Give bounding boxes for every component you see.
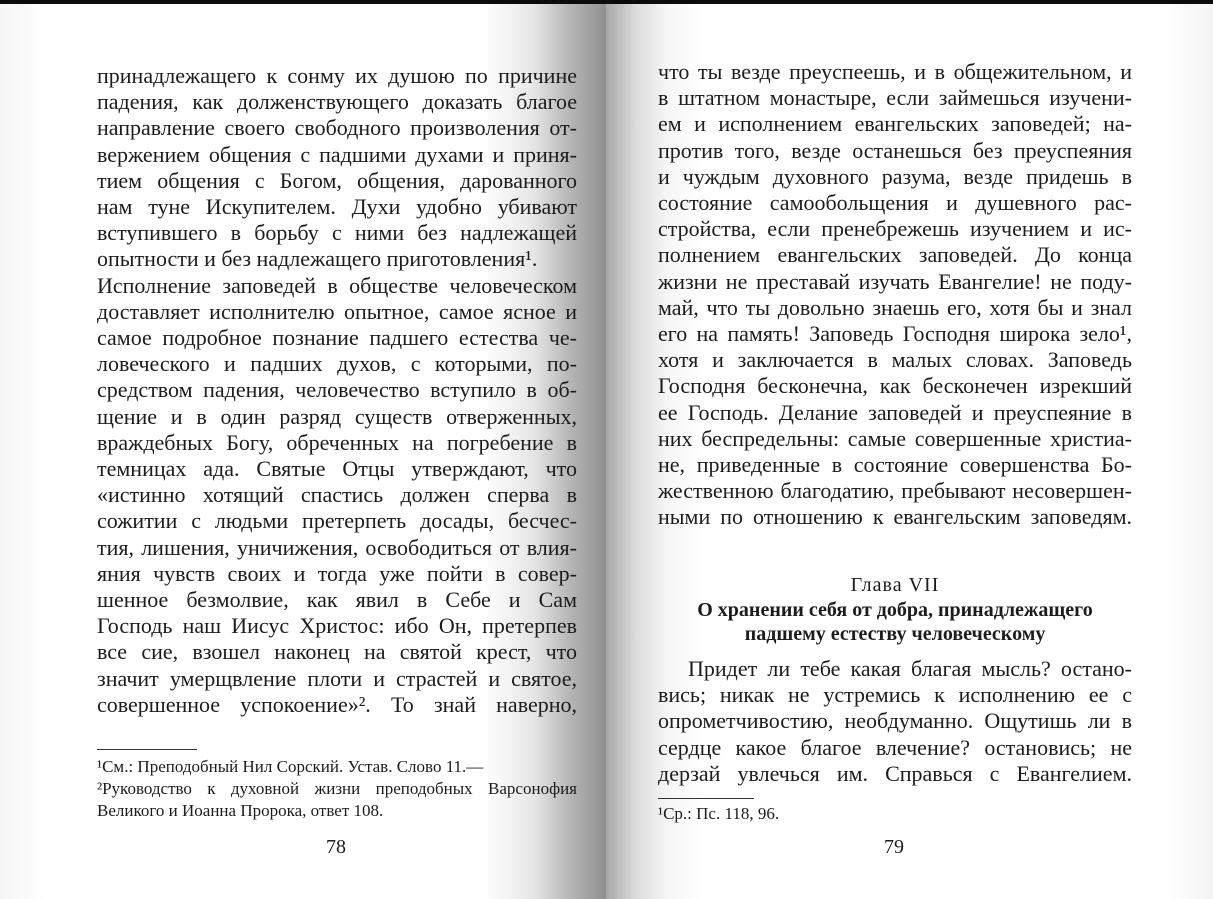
left-body-text: [97, 63, 577, 718]
text-line: нам туне Искупителем. Духи удобно убивают: [97, 194, 577, 220]
text-line: них беспредельны: самые совершенные христиа-: [658, 425, 1132, 451]
text-line: дерзай увлечься им. Справься с Евангелием.: [658, 760, 1132, 786]
text-line: темницах ада. Святые Отцы утверждают, что: [97, 456, 577, 482]
text-line: враждебных Богу, обреченных на погребение в: [97, 429, 577, 455]
text-line: сожитии с людьми претерпеть досады, бесчес-: [97, 508, 577, 534]
footnote-line: Великого и Иоанна Пророка, ответ 108.: [97, 801, 384, 820]
footnote-line: ¹Ср.: Пс. 118, 96.: [658, 804, 780, 823]
text-line: совершенное успокоение»². То знай наверно,: [97, 691, 577, 717]
right-body-text: [658, 59, 1132, 531]
text-line: вступившего в борьбу с ними без надлежащей: [97, 220, 577, 246]
text-line: жественною благодатию, пребывают несовершен-: [658, 478, 1132, 504]
text-line: Исполнение заповедей в обществе человеческом: [97, 272, 577, 298]
text-line: все сие, взошел наконец на святой крест, что: [97, 639, 577, 665]
text-line: его на память! Заповедь Господня широка зело¹,: [658, 321, 1132, 347]
text-line: падения, как долженствующего доказать благое: [97, 89, 577, 115]
text-line: тия, лишения, уничижения, освободиться от влия-: [97, 534, 577, 560]
text-line: полнением евангельских заповедей. До конца: [658, 242, 1132, 268]
chapter-title: [658, 598, 1132, 646]
footnote-rule: [97, 749, 197, 750]
footnote-line: ¹См.: Преподобный Нил Сорский. Устав. Слово 11.—: [97, 757, 484, 776]
left-page: [0, 4, 606, 899]
text-line: тием общения с Богом, общения, дарованного: [97, 167, 577, 193]
text-line: ее Господь. Делание заповедей и преуспеяние в: [658, 399, 1132, 425]
right-footnote: [658, 803, 1132, 825]
page-number: 78: [326, 836, 346, 858]
text-line: щение и в один разряд существ отверженных,: [97, 403, 577, 429]
text-line: значит умерщвление плоти и страстей и святое,: [97, 665, 577, 691]
text-line: яния чувств своих и тогда уже пойти в совер-: [97, 560, 577, 586]
text-line: ловеческого и падших духов, с которыми, по-: [97, 351, 577, 377]
text-line: вись; никак не устремись к исполнению ее с: [658, 682, 1132, 708]
text-line: стройства, если пренебрежешь изучением и ис-: [658, 216, 1132, 242]
text-line: жизни не преставай изучать Евангелие! не поду-: [658, 268, 1132, 294]
right-body-text-2: [658, 656, 1132, 787]
text-line: принадлежащего к сонму их душою по причине: [97, 63, 577, 88]
footnote-line: ²Руководство к духовной жизни преподобных Варсонофия: [97, 779, 577, 798]
page-number: 79: [884, 836, 904, 858]
text-line: хотя и заключается в малых словах. Заповедь: [658, 347, 1132, 373]
chapter-title-line: О хранении себя от добра, принадлежащего: [697, 599, 1093, 621]
text-line: против того, везде останешься без преуспеяния: [658, 137, 1132, 163]
text-line: Господня бесконечна, как бесконечен изрекший: [658, 373, 1132, 399]
text-line: средством падения, человечество вступило в об-: [97, 377, 577, 403]
chapter-title-line: падшему естеству человеческому: [744, 623, 1046, 645]
text-line: направление своего свободного произволения от-: [97, 115, 577, 141]
text-line: шенное безмолвие, как явил в Себе и Сам: [97, 587, 577, 613]
text-line: сердце какое благое влечение? остановись; не: [658, 734, 1132, 760]
right-page: [606, 4, 1213, 899]
text-line: в штатном монастыре, если займешься изучени-: [658, 85, 1132, 111]
text-line: не, приведенные в состояние совершенства Бо-: [658, 452, 1132, 478]
text-line: Господь наш Иисус Христос: ибо Он, претерпев: [97, 613, 577, 639]
left-footnotes: [97, 756, 577, 822]
text-line: и чуждым духовного разума, везде придешь в: [658, 163, 1132, 189]
text-line: состояние самообольщения и душевного рас-: [658, 190, 1132, 216]
text-line: вержением общения с падшими духами и приня-: [97, 141, 577, 167]
text-line: май, что ты довольно знаешь его, хотя бы и знал: [658, 294, 1132, 320]
text-line: ем и исполнением евангельских заповедей; на-: [658, 111, 1132, 137]
text-line: ными по отношению к евангельским заповедям.: [658, 504, 1132, 530]
text-line: «истинно хотящий спастись должен сперва в: [97, 482, 577, 508]
footnote-rule: [658, 798, 754, 799]
text-line: самое подробное познание падшего естества че-: [97, 325, 577, 351]
text-line: опрометчивостию, необдуманно. Ощутишь ли в: [658, 708, 1132, 734]
text-line: что ты везде преуспеешь, и в общежительном, и: [658, 59, 1132, 84]
chapter-label: Глава VII: [850, 574, 940, 596]
text-line: Придет ли тебе какая благая мысль? остано-: [688, 656, 1132, 681]
text-line: опытности и без надлежащего приготовления¹.: [97, 246, 538, 272]
text-line: доставляет исполнителю опытное, самое ясное и: [97, 298, 577, 324]
